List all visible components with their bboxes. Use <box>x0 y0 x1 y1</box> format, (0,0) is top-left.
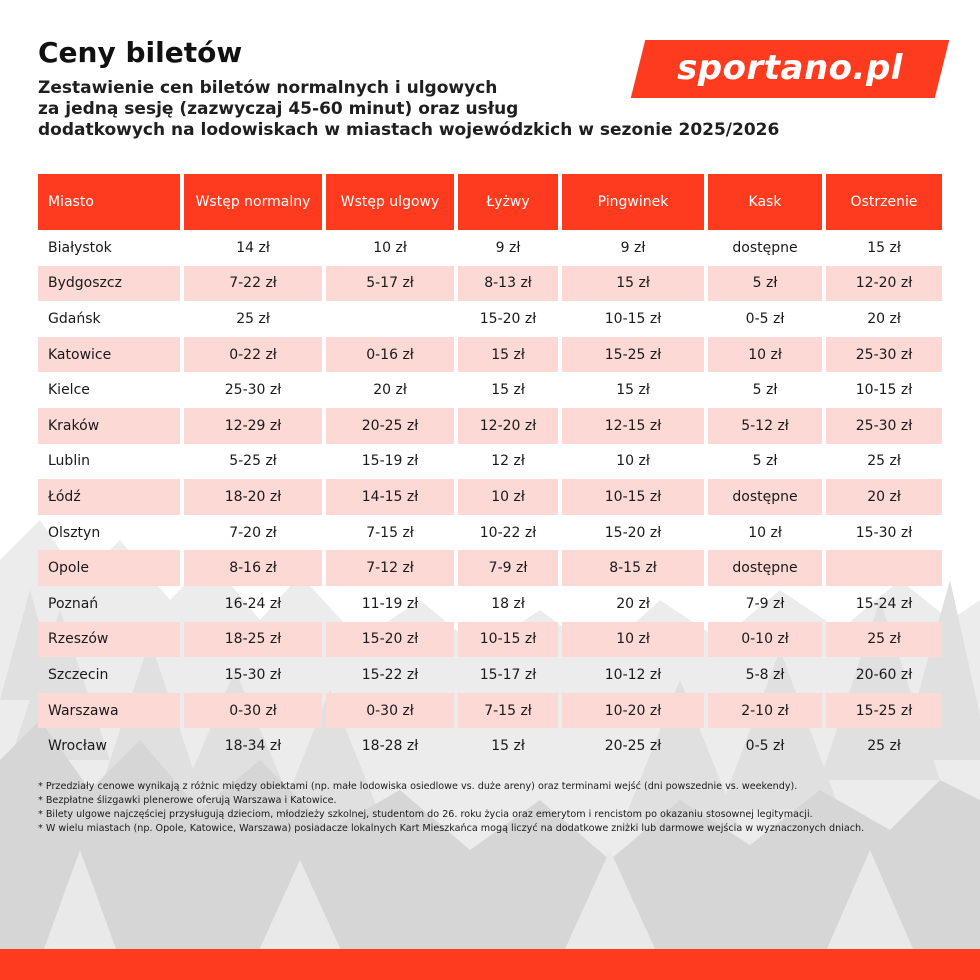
cell-normal-ticket: 18-34 zł <box>224 738 282 755</box>
cell-helmet: 10 zł <box>748 524 782 541</box>
cell-city: Kielce <box>48 382 90 399</box>
cell-reduced-ticket: 10 zł <box>373 239 407 256</box>
cell-helmet: 5 zł <box>752 453 778 470</box>
cell-reduced-ticket: 7-12 zł <box>326 550 454 586</box>
cell-normal-ticket: 12-29 zł <box>184 408 322 444</box>
cell-penguin: 15 zł <box>616 382 650 399</box>
cell-penguin: 10-12 zł <box>604 666 662 683</box>
header-sharpening: Ostrzenie <box>826 174 942 230</box>
cell-city: Warszawa <box>38 693 180 729</box>
cell-city: Olsztyn <box>48 524 101 541</box>
subtitle-line-3: dodatkowych na lodowiskach w miastach wojewódzkich w sezonie 2025/2026 <box>38 120 780 140</box>
price-table <box>34 174 946 764</box>
cell-sharpening: 15 zł <box>867 239 901 256</box>
cell-city: Łódź <box>38 479 180 515</box>
cell-city: Poznań <box>48 595 99 612</box>
cell-city: Bydgoszcz <box>38 266 180 302</box>
cell-normal-ticket: 18-20 zł <box>184 479 322 515</box>
header-reduced-ticket: Wstęp ulgowy <box>326 174 454 230</box>
cell-skates: 15 zł <box>491 382 525 399</box>
table-row <box>38 728 942 764</box>
cell-helmet: dostępne <box>732 239 798 256</box>
table-row <box>38 372 942 408</box>
footnote: * W wielu miastach (np. Opole, Katowice, Warszawa) posiadacze lokalnych Kart Mieszkańca mogą liczyć na dodatkowe zniżki lub darmowe wejścia w wyznaczonych dniach. <box>38 823 865 834</box>
cell-skates: 15 zł <box>458 337 558 373</box>
cell-sharpening: 12-20 zł <box>826 266 942 302</box>
cell-normal-ticket: 8-16 zł <box>184 550 322 586</box>
cell-normal-ticket: 25-30 zł <box>224 382 282 399</box>
cell-helmet: 5-12 zł <box>708 408 822 444</box>
cell-normal-ticket: 16-24 zł <box>224 595 282 612</box>
cell-reduced-ticket: 0-16 zł <box>326 337 454 373</box>
sportano-logo <box>638 40 942 98</box>
cell-sharpening <box>826 550 942 586</box>
cell-city: Kraków <box>38 408 180 444</box>
header-skates: Łyżwy <box>458 174 558 230</box>
bottom-accent-bar <box>0 949 980 980</box>
cell-helmet: dostępne <box>708 550 822 586</box>
subtitle-line-1: Zestawienie cen biletów normalnych i ulgowych <box>38 78 498 98</box>
cell-normal-ticket: 0-22 zł <box>184 337 322 373</box>
header-normal-ticket: Wstęp normalny <box>184 174 322 230</box>
table-header-row <box>38 174 942 230</box>
table-row <box>38 586 942 622</box>
cell-skates: 15-20 zł <box>479 310 537 327</box>
cell-skates: 18 zł <box>491 595 525 612</box>
cell-normal-ticket: 14 zł <box>236 239 270 256</box>
cell-skates: 10-22 zł <box>479 524 537 541</box>
cell-reduced-ticket: 5-17 zł <box>326 266 454 302</box>
cell-penguin: 15 zł <box>562 266 704 302</box>
cell-reduced-ticket: 14-15 zł <box>326 479 454 515</box>
table-row <box>38 230 942 266</box>
cell-normal-ticket: 7-20 zł <box>229 524 277 541</box>
cell-helmet: 0-5 zł <box>745 738 785 755</box>
cell-penguin: 10-15 zł <box>604 310 662 327</box>
cell-reduced-ticket: 11-19 zł <box>361 595 419 612</box>
cell-sharpening: 20 zł <box>867 310 901 327</box>
cell-skates: 12 zł <box>491 453 525 470</box>
cell-reduced-ticket: 20-25 zł <box>326 408 454 444</box>
cell-city: Rzeszów <box>38 622 180 658</box>
cell-skates: 15-17 zł <box>479 666 537 683</box>
cell-penguin: 12-15 zł <box>562 408 704 444</box>
table-body <box>38 230 942 764</box>
table-row <box>38 657 942 693</box>
cell-sharpening: 25 zł <box>826 622 942 658</box>
cell-normal-ticket: 25 zł <box>236 310 270 327</box>
cell-skates: 7-9 zł <box>458 550 558 586</box>
cell-penguin: 10-20 zł <box>562 693 704 729</box>
table-row <box>38 444 942 480</box>
cell-city: Katowice <box>38 337 180 373</box>
page-title: Ceny biletów <box>38 36 243 69</box>
cell-helmet: 10 zł <box>708 337 822 373</box>
header-city: Miasto <box>38 174 180 230</box>
header-penguin: Pingwinek <box>562 174 704 230</box>
logo-text: sportano.pl <box>677 48 903 88</box>
cell-city: Lublin <box>48 453 90 470</box>
table-row <box>38 408 942 444</box>
cell-city: Opole <box>38 550 180 586</box>
cell-helmet: 7-9 zł <box>745 595 785 612</box>
cell-helmet: dostępne <box>708 479 822 515</box>
cell-sharpening: 25-30 zł <box>826 408 942 444</box>
cell-normal-ticket: 0-30 zł <box>184 693 322 729</box>
cell-skates: 8-13 zł <box>458 266 558 302</box>
cell-penguin: 15-20 zł <box>604 524 662 541</box>
cell-penguin: 8-15 zł <box>562 550 704 586</box>
cell-penguin: 9 zł <box>620 239 646 256</box>
cell-reduced-ticket: 18-28 zł <box>361 738 419 755</box>
footnote: * Bilety ulgowe najczęściej przysługują dzieciom, młodzieży szkolnej, studentom do 26. roku życia oraz emerytom i rencistom po okazaniu stosownej legitymacji. <box>38 809 813 820</box>
cell-sharpening: 15-30 zł <box>855 524 913 541</box>
cell-penguin: 10-15 zł <box>562 479 704 515</box>
cell-normal-ticket: 18-25 zł <box>184 622 322 658</box>
cell-penguin: 20-25 zł <box>604 738 662 755</box>
cell-normal-ticket: 15-30 zł <box>224 666 282 683</box>
cell-city: Gdańsk <box>48 310 101 327</box>
cell-helmet: 5 zł <box>752 382 778 399</box>
table-row <box>38 515 942 551</box>
cell-city: Szczecin <box>48 666 109 683</box>
cell-normal-ticket: 5-25 zł <box>229 453 277 470</box>
cell-helmet: 0-5 zł <box>745 310 785 327</box>
cell-sharpening: 20-60 zł <box>855 666 913 683</box>
cell-sharpening: 15-25 zł <box>826 693 942 729</box>
cell-helmet: 2-10 zł <box>708 693 822 729</box>
cell-penguin: 10 zł <box>616 453 650 470</box>
cell-sharpening: 20 zł <box>826 479 942 515</box>
table-row <box>38 479 942 515</box>
footnote: * Bezpłatne ślizgawki plenerowe oferują Warszawa i Katowice. <box>38 795 337 806</box>
cell-city: Wrocław <box>48 738 107 755</box>
cell-reduced-ticket: 15-19 zł <box>361 453 419 470</box>
header-helmet: Kask <box>708 174 822 230</box>
cell-skates: 12-20 zł <box>458 408 558 444</box>
table-row <box>38 693 942 729</box>
table-row <box>38 337 942 373</box>
cell-reduced-ticket: 20 zł <box>373 382 407 399</box>
table-row <box>38 622 942 658</box>
cell-sharpening: 25 zł <box>867 453 901 470</box>
cell-helmet: 0-10 zł <box>708 622 822 658</box>
cell-penguin: 10 zł <box>562 622 704 658</box>
cell-reduced-ticket: 0-30 zł <box>326 693 454 729</box>
cell-penguin: 15-25 zł <box>562 337 704 373</box>
cell-helmet: 5 zł <box>708 266 822 302</box>
cell-helmet: 5-8 zł <box>745 666 785 683</box>
cell-sharpening: 10-15 zł <box>855 382 913 399</box>
cell-reduced-ticket <box>326 301 454 337</box>
cell-skates: 9 zł <box>495 239 521 256</box>
cell-sharpening: 15-24 zł <box>855 595 913 612</box>
cell-reduced-ticket: 15-20 zł <box>326 622 454 658</box>
cell-sharpening: 25 zł <box>867 738 901 755</box>
footnote: * Przedziały cenowe wynikają z różnic między obiektami (np. małe lodowiska osiedlowe vs. duże areny) oraz terminami wejść (dni powszednie vs. weekendy). <box>38 781 798 792</box>
cell-sharpening: 25-30 zł <box>826 337 942 373</box>
cell-normal-ticket: 7-22 zł <box>184 266 322 302</box>
cell-skates: 15 zł <box>491 738 525 755</box>
cell-reduced-ticket: 7-15 zł <box>366 524 414 541</box>
table-row <box>38 550 942 586</box>
table-row <box>38 301 942 337</box>
cell-reduced-ticket: 15-22 zł <box>361 666 419 683</box>
cell-skates: 7-15 zł <box>458 693 558 729</box>
cell-skates: 10-15 zł <box>458 622 558 658</box>
footnotes <box>38 780 958 836</box>
table-row <box>38 266 942 302</box>
subtitle-line-2: za jedną sesję (zazwyczaj 45-60 minut) oraz usług <box>38 99 519 119</box>
cell-penguin: 20 zł <box>616 595 650 612</box>
cell-skates: 10 zł <box>458 479 558 515</box>
cell-city: Białystok <box>48 239 112 256</box>
